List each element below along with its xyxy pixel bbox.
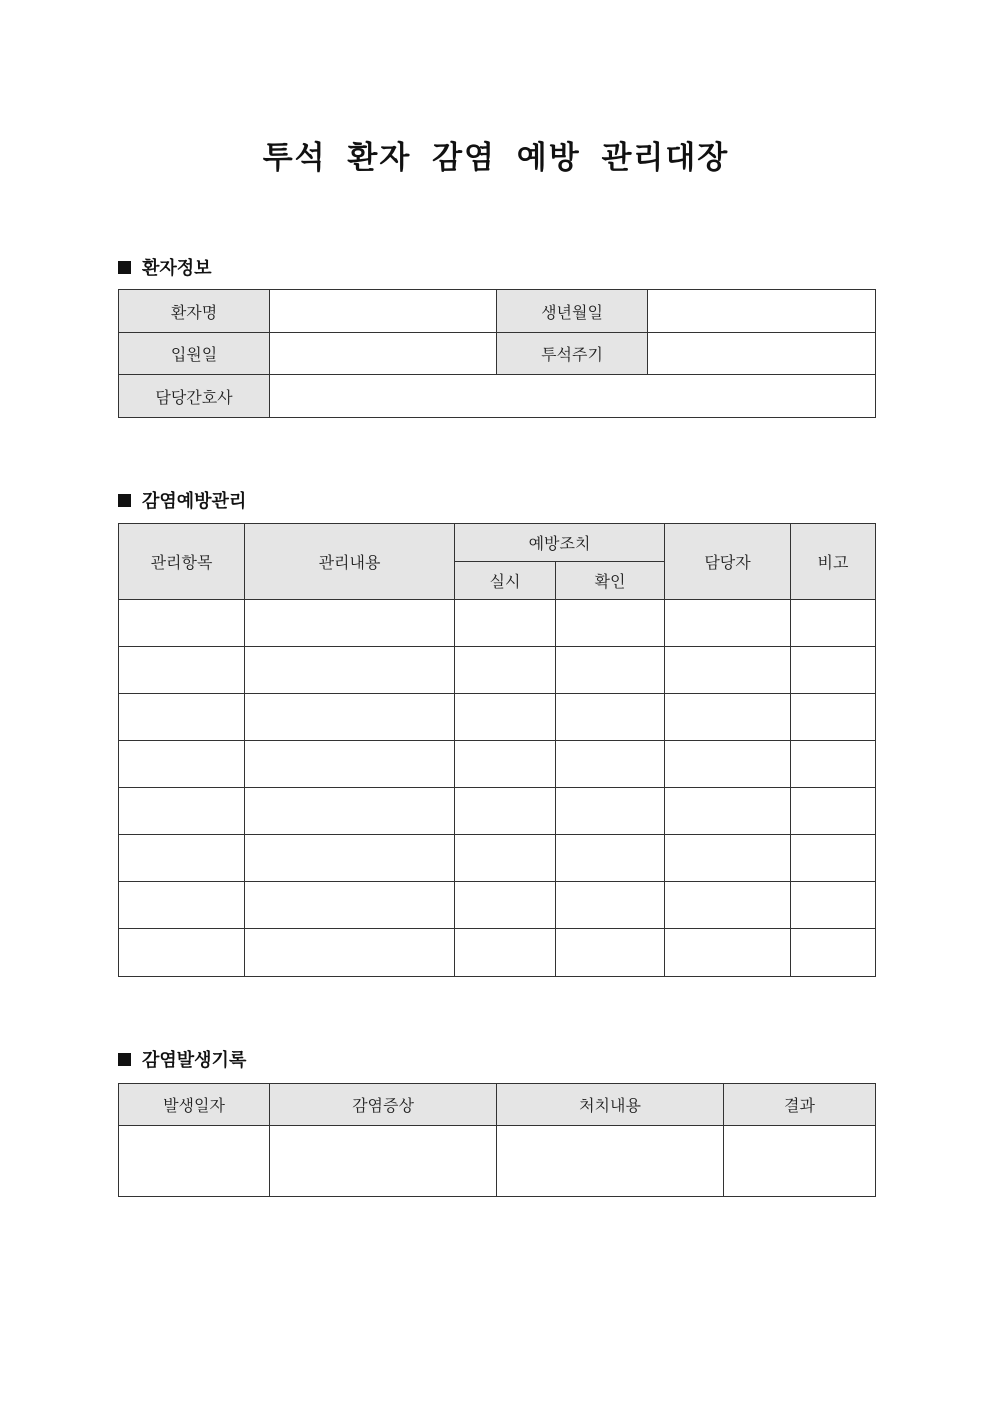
confirm-cell[interactable]	[556, 647, 665, 694]
confirm-cell[interactable]	[556, 788, 665, 835]
admission-date-label: 입원일	[119, 333, 270, 375]
dialysis-cycle-field[interactable]	[648, 333, 876, 375]
done-cell[interactable]	[455, 835, 556, 882]
header-note: 비고	[791, 524, 876, 600]
header-treatment: 처치내용	[497, 1084, 724, 1126]
section-title: 환자정보	[142, 258, 212, 279]
done-cell[interactable]	[455, 788, 556, 835]
square-bullet-icon	[118, 261, 131, 274]
header-symptom: 감염증상	[270, 1084, 497, 1126]
item-cell[interactable]	[119, 694, 245, 741]
section-heading-occurrence	[118, 1046, 246, 1072]
confirm-cell[interactable]	[556, 835, 665, 882]
item-cell[interactable]	[119, 788, 245, 835]
note-cell[interactable]	[791, 647, 876, 694]
done-cell[interactable]	[455, 600, 556, 647]
done-cell[interactable]	[455, 647, 556, 694]
note-cell[interactable]	[791, 741, 876, 788]
symptom-cell[interactable]	[270, 1126, 497, 1197]
note-cell[interactable]	[791, 600, 876, 647]
note-cell[interactable]	[791, 788, 876, 835]
confirm-cell[interactable]	[556, 929, 665, 977]
table-row	[119, 929, 876, 977]
person-cell[interactable]	[665, 694, 791, 741]
table-row	[119, 788, 876, 835]
treatment-cell[interactable]	[497, 1126, 724, 1197]
item-cell[interactable]	[119, 600, 245, 647]
result-cell[interactable]	[724, 1126, 876, 1197]
content-cell[interactable]	[245, 741, 455, 788]
admission-date-field[interactable]	[270, 333, 497, 375]
content-cell[interactable]	[245, 600, 455, 647]
note-cell[interactable]	[791, 929, 876, 977]
section-heading-prevention	[118, 487, 246, 513]
content-cell[interactable]	[245, 835, 455, 882]
item-cell[interactable]	[119, 835, 245, 882]
note-cell[interactable]	[791, 835, 876, 882]
note-cell[interactable]	[791, 882, 876, 929]
header-result: 결과	[724, 1084, 876, 1126]
birth-date-label: 생년월일	[497, 290, 648, 333]
person-cell[interactable]	[665, 835, 791, 882]
content-cell[interactable]	[245, 788, 455, 835]
section-heading-patient-info	[118, 254, 212, 280]
header-item: 관리항목	[119, 524, 245, 600]
document-title: 투석 환자 감염 예방 관리대장	[262, 140, 730, 176]
person-cell[interactable]	[665, 741, 791, 788]
content-cell[interactable]	[245, 647, 455, 694]
item-cell[interactable]	[119, 882, 245, 929]
table-row	[119, 600, 876, 647]
header-measure: 예방조치	[455, 524, 665, 562]
person-cell[interactable]	[665, 929, 791, 977]
table-row	[119, 1126, 876, 1197]
header-done: 실시	[455, 562, 556, 600]
confirm-cell[interactable]	[556, 694, 665, 741]
done-cell[interactable]	[455, 694, 556, 741]
table-row	[119, 882, 876, 929]
nurse-field[interactable]	[270, 375, 876, 418]
square-bullet-icon	[118, 494, 131, 507]
date-cell[interactable]	[119, 1126, 270, 1197]
table-row	[119, 647, 876, 694]
table-row	[119, 835, 876, 882]
content-cell[interactable]	[245, 882, 455, 929]
item-cell[interactable]	[119, 929, 245, 977]
dialysis-cycle-label: 투석주기	[497, 333, 648, 375]
person-cell[interactable]	[665, 882, 791, 929]
person-cell[interactable]	[665, 788, 791, 835]
header-date: 발생일자	[119, 1084, 270, 1126]
note-cell[interactable]	[791, 694, 876, 741]
confirm-cell[interactable]	[556, 600, 665, 647]
item-cell[interactable]	[119, 741, 245, 788]
table-row	[119, 741, 876, 788]
confirm-cell[interactable]	[556, 741, 665, 788]
nurse-label: 담당간호사	[119, 375, 270, 418]
done-cell[interactable]	[455, 741, 556, 788]
confirm-cell[interactable]	[556, 882, 665, 929]
header-person: 담당자	[665, 524, 791, 600]
patient-name-field[interactable]	[270, 290, 497, 333]
done-cell[interactable]	[455, 929, 556, 977]
person-cell[interactable]	[665, 600, 791, 647]
patient-name-label: 환자명	[119, 290, 270, 333]
section-title: 감염발생기록	[142, 1050, 247, 1071]
section-title: 감염예방관리	[142, 491, 247, 512]
header-confirm: 확인	[556, 562, 665, 600]
item-cell[interactable]	[119, 647, 245, 694]
person-cell[interactable]	[665, 647, 791, 694]
square-bullet-icon	[118, 1053, 131, 1066]
content-cell[interactable]	[245, 929, 455, 977]
header-content: 관리내용	[245, 524, 455, 600]
birth-date-field[interactable]	[648, 290, 876, 333]
patient-info-table	[118, 289, 876, 418]
table-row	[119, 694, 876, 741]
prevention-table	[118, 523, 876, 977]
occurrence-table	[118, 1083, 876, 1197]
done-cell[interactable]	[455, 882, 556, 929]
content-cell[interactable]	[245, 694, 455, 741]
